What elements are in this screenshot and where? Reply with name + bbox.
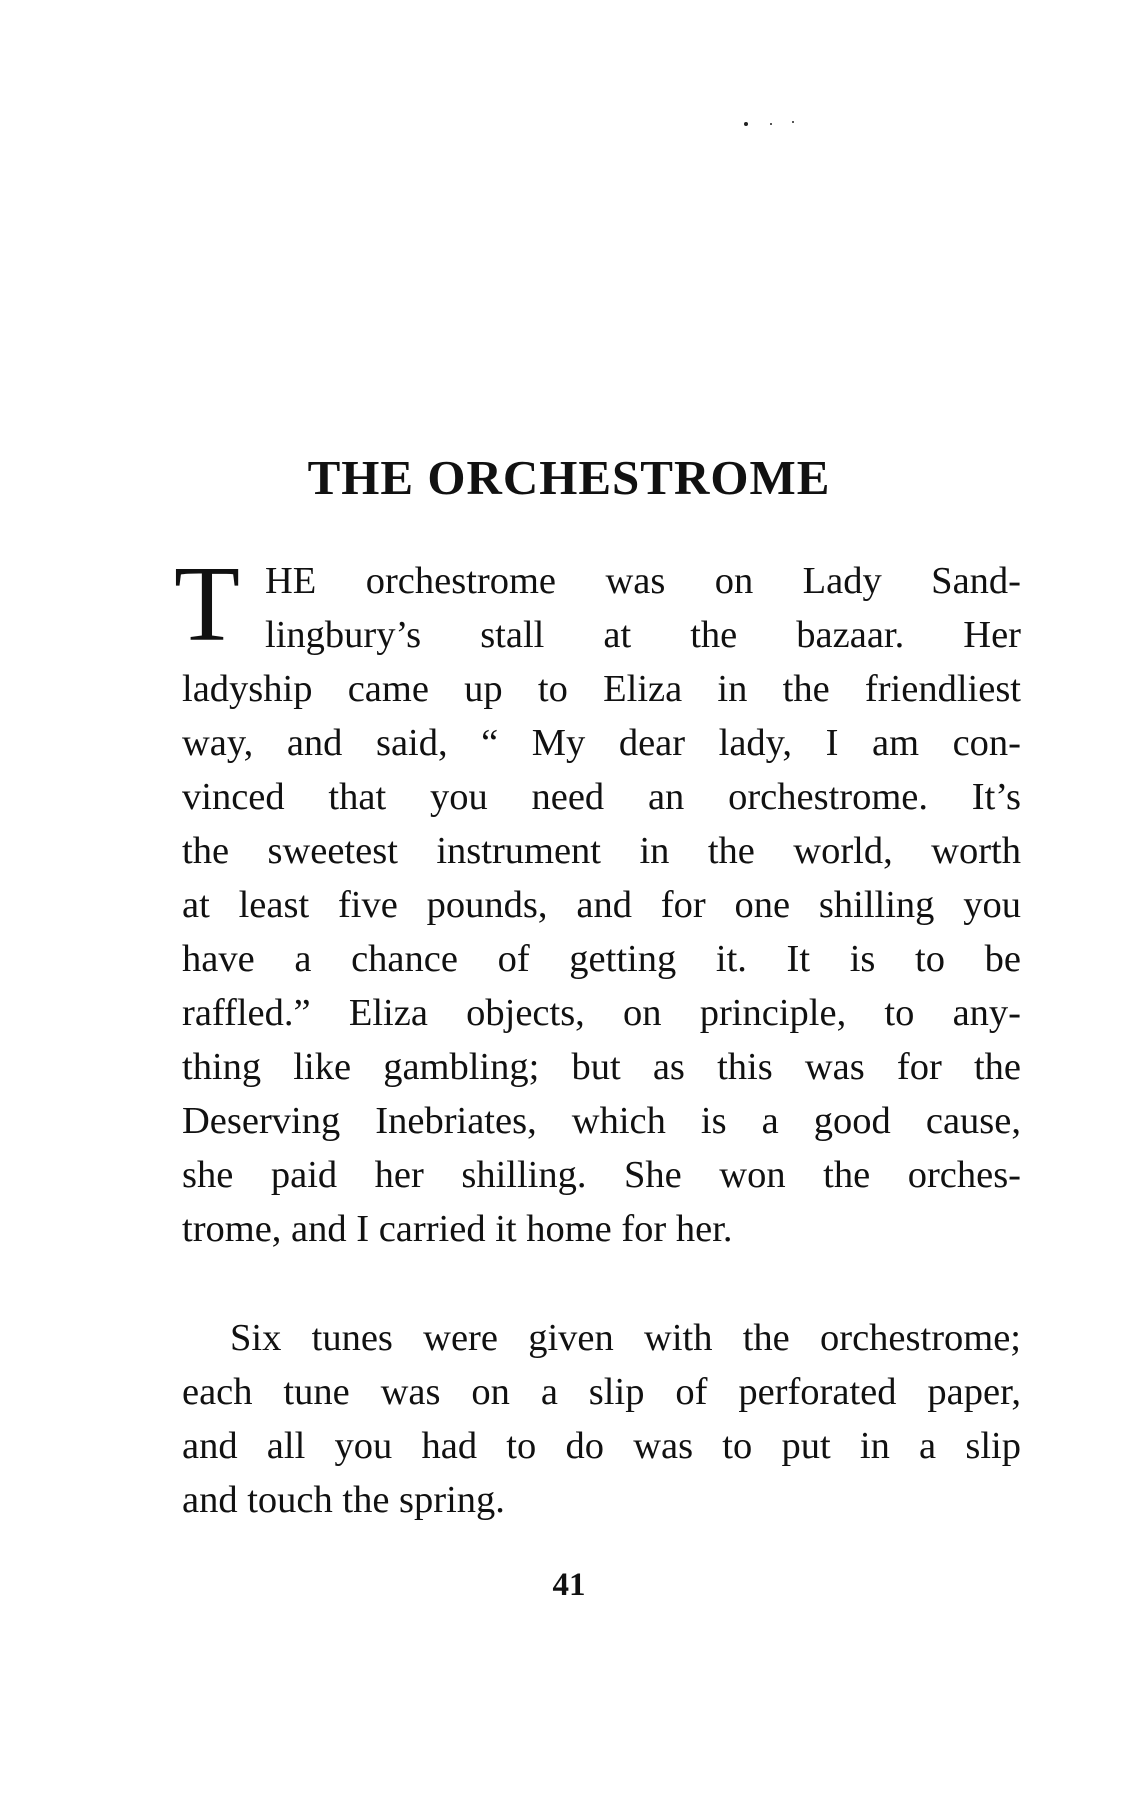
text-line: each tune was on a slip of perforated paper,: [182, 1371, 1021, 1413]
text-line: vinced that you need an orchestrome. It’s: [182, 776, 1021, 818]
text-line: and touch the spring.: [182, 1479, 505, 1521]
speck-dot: [744, 122, 748, 126]
text-line: HE orchestrome was on Lady Sand-: [265, 560, 1021, 602]
chapter-title: THE ORCHESTROME: [307, 450, 831, 505]
text-line: the sweetest instrument in the world, worth: [182, 830, 1021, 872]
page-number: 41: [552, 1567, 586, 1603]
print-specks: [744, 118, 804, 128]
text-line: have a chance of getting it. It is to be: [182, 938, 1021, 980]
text-line: and all you had to do was to put in a slip: [182, 1425, 1021, 1467]
drop-cap: T: [174, 545, 240, 664]
text-line: way, and said, “ My dear lady, I am con-: [182, 722, 1021, 764]
text-line: ladyship came up to Eliza in the friendliest: [182, 668, 1021, 710]
text-line: thing like gambling; but as this was for the: [182, 1046, 1021, 1088]
text-line: trome, and I carried it home for her.: [182, 1208, 733, 1250]
speck-dot: [770, 123, 772, 125]
text-line: raffled.” Eliza objects, on principle, to any-: [182, 992, 1021, 1034]
text-line: lingbury’s stall at the bazaar. Her: [265, 614, 1021, 656]
text-line: Six tunes were given with the orchestrome;: [230, 1317, 1021, 1359]
text-line: Deserving Inebriates, which is a good cause,: [182, 1100, 1021, 1142]
speck-dot: [792, 121, 794, 123]
text-line: at least five pounds, and for one shilling you: [182, 884, 1021, 926]
text-line: she paid her shilling. She won the orches-: [182, 1154, 1021, 1196]
